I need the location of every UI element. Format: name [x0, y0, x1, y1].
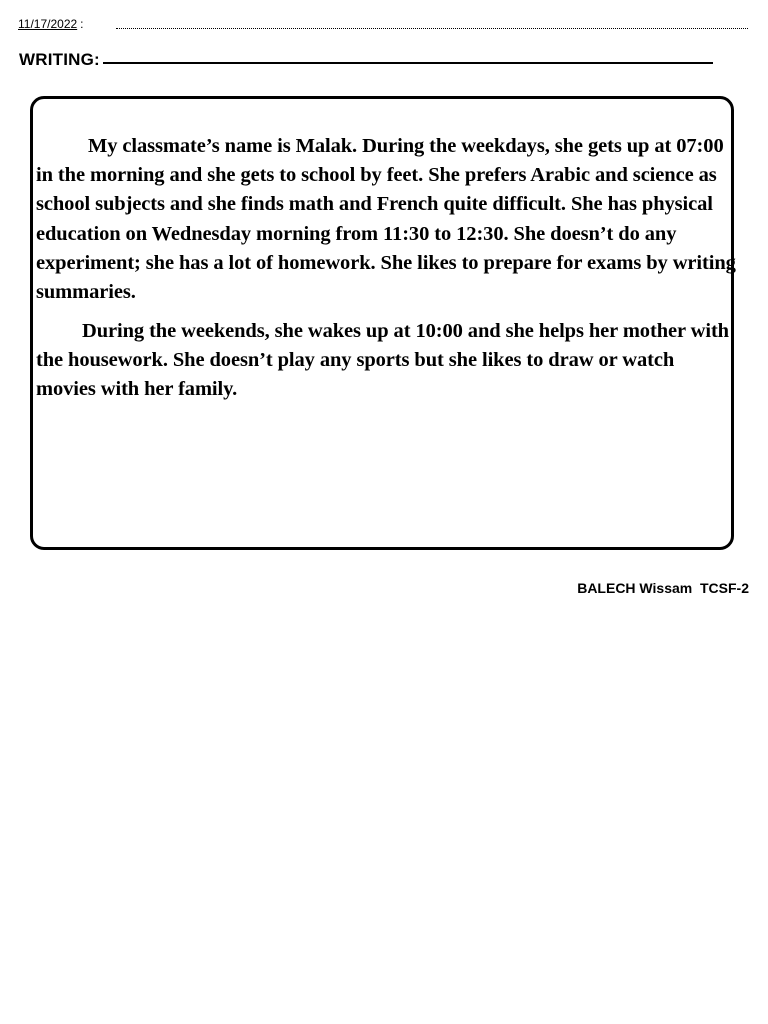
date-text: 11/17/2022	[18, 17, 78, 31]
paragraph-weekdays: My classmate’s name is Malak. During the weekdays, she gets up at 07:00 in the morning and she gets to school by feet. She prefers Arabic and science as school subjects and she finds math and French quite difficult. She has physical education on Wednesday morning from 11:30 to 12:30. She doesn’t do any experiment; she has a lot of homework. She likes to prepare for exams by writing summaries.	[36, 135, 736, 304]
date-separator: :	[80, 17, 84, 31]
writing-heading: WRITING:	[19, 50, 100, 69]
author-signature: BALECH Wissam TCSF-2	[577, 580, 749, 596]
paragraph-weekends: During the weekends, she wakes up at 10:00 and she helps her mother with the housework. She doesn’t play any sports but she likes to draw or watch movies with her family.	[36, 320, 729, 401]
dotted-fill-line	[116, 28, 748, 29]
date-line	[18, 17, 748, 33]
heading-rule	[103, 62, 713, 64]
